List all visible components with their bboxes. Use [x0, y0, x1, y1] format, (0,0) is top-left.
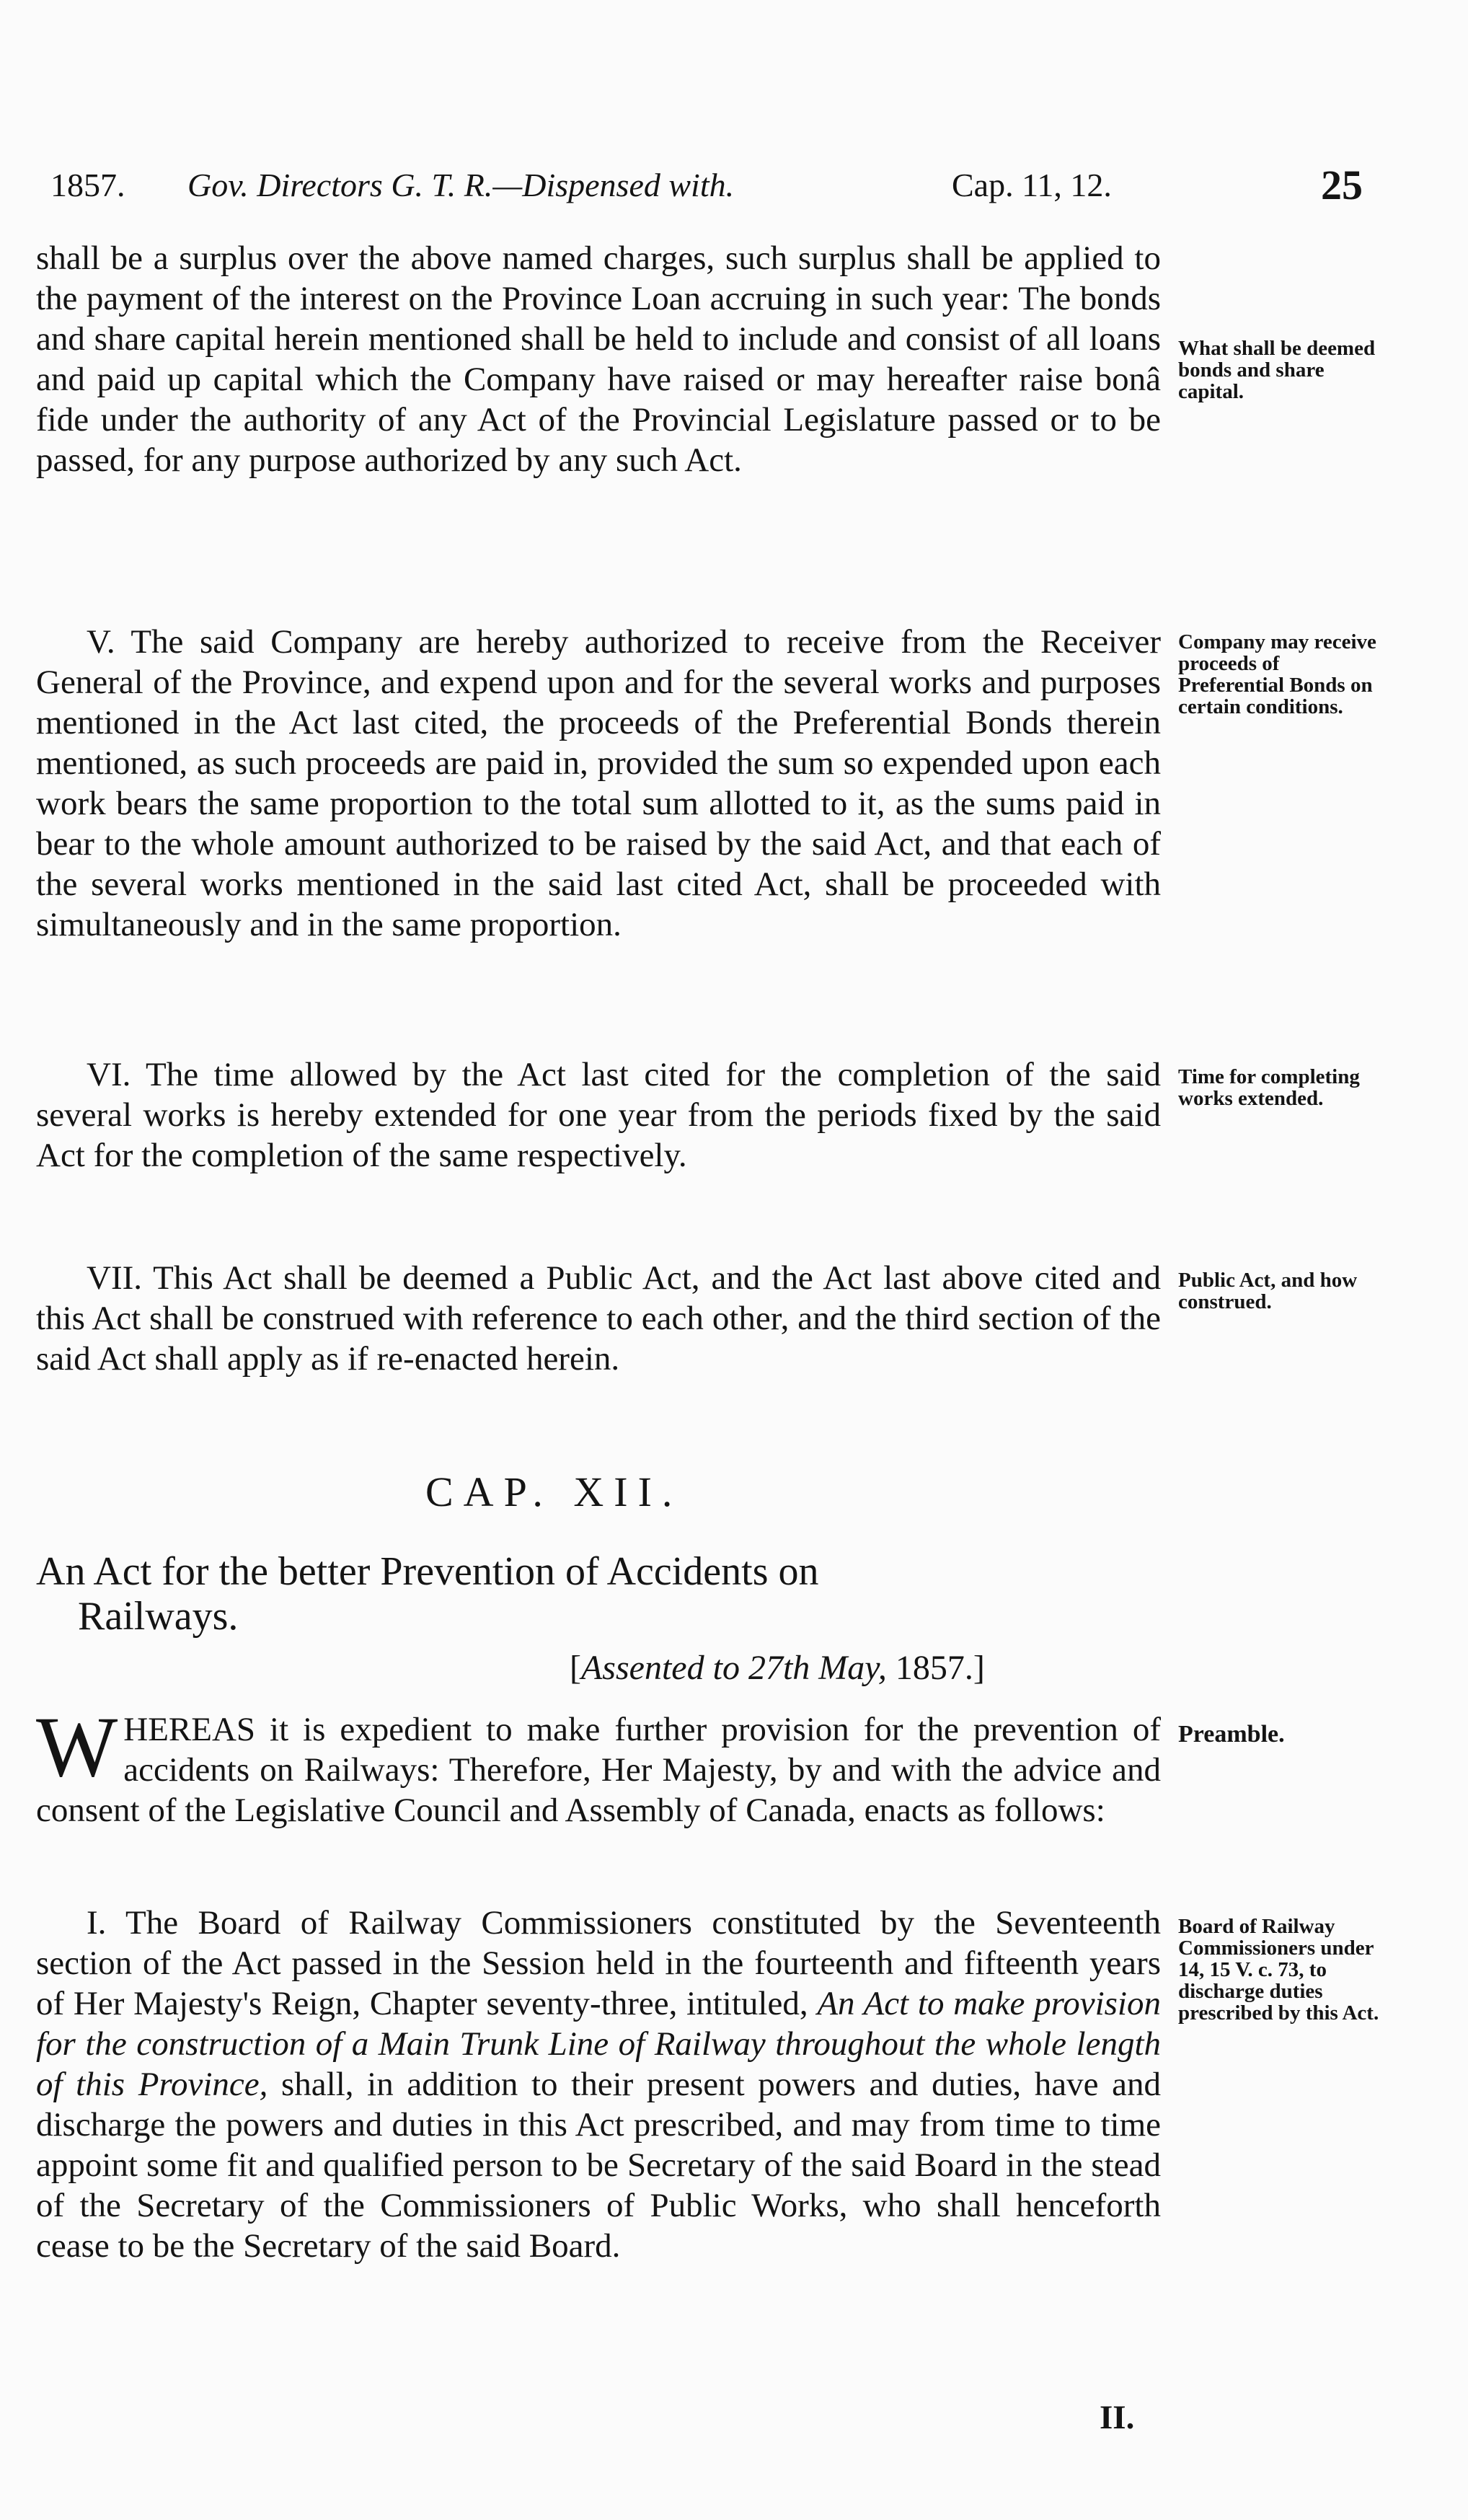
chapter-heading: CAP. XII. [425, 1468, 683, 1515]
assent-open: [ [570, 1649, 581, 1687]
assent-close: 1857.] [886, 1649, 985, 1687]
margin-note-preamble: Preamble. [1178, 1721, 1285, 1748]
section-v-text: V. The said Company are hereby authorized to receive from the Receiver General of the Province, and expend upon and for the several works and purposes mentioned in the Act last cited, the proceeds of the Preferential Bonds therein mentioned, as such proceeds are paid in, provided the sum so expended upon each work bears the same proportion to the total sum allotted to it, as the sums paid in bear to the whole amount authorized to be raised by the said Act, and that each of the several works mentioned in the said last cited Act, shall be proceeded with simultaneously and in the same proportion. [36, 623, 1161, 943]
preamble [36, 1699, 1161, 1830]
section-i-start: I. The Board of Railway Commissioners constituted by the Seventeenth section of the Act passed in the Session held in the fourteenth and fifteenth years of Her Majesty's Reign, Chapter seventy-three, intituled, [36, 1904, 1161, 2022]
drop-cap: W [36, 1699, 118, 1794]
header-year: 1857. [50, 167, 125, 203]
assent-italic: Assented to 27th May, [580, 1649, 887, 1687]
section-i-paragraph [36, 1903, 1161, 2266]
section-i-end: shall, in addition to their present powers and duties, have and discharge the powers and duties in this Act prescribed, and may from time to time appoint some fit and qualified person to be Secretary of the said Board in the stead of the Secretary of the Commissioners of Public Works, who shall henceforth cease to be the Secretary of the said Board. [36, 2066, 1161, 2265]
margin-note-time: Time for completing works extended. [1178, 1065, 1360, 1110]
header-chapter: Cap. 11, 12. [952, 167, 1112, 203]
act-title-line1: An Act for the better Prevention of Accidents on [36, 1549, 819, 1594]
act-title [36, 1549, 1161, 1639]
section-i [36, 1903, 1161, 2266]
section-v [36, 622, 1161, 945]
preamble-text: HEREAS it is expedient to make further provision for the prevention of accidents on Railways: Therefore, Her Majesty, by and with the advice and consent of the Legislative Council and Assembly of Canada, enacts as follows: [36, 1711, 1161, 1829]
continuation-text: shall be a surplus over the above named charges, such surplus shall be applied to the payment of the interest on the Province Loan accruing in such year: The bonds and share capital herein mentioned shall be held to include and consist of all loans and paid up capital which the Company have raised or may hereafter raise bonâ fide under the authority of any Act of the Provincial Legislature passed or to be passed, for any purpose authorized by any such Act. [36, 239, 1161, 479]
section-vii [36, 1258, 1161, 1379]
margin-note-board: Board of Railway Commissioners under 14, 15 V. c. 73, to discharge duties prescribed by this Act. [1178, 1915, 1379, 2025]
section-vii-text: VII. This Act shall be deemed a Public Act, and the Act last above cited and this Act shall be construed with reference to each other, and the third section of the said Act shall apply as if re-enacted herein. [36, 1259, 1161, 1378]
margin-note-company: Company may receive proceeds of Preferential Bonds on certain conditions. [1178, 630, 1376, 718]
margin-note-bonds: What shall be deemed bonds and share capital. [1178, 337, 1376, 403]
section-vi-text: VI. The time allowed by the Act last cited for the completion of the said several works is hereby extended for one year from the periods fixed by the said Act for the completion of the same respectively. [36, 1056, 1161, 1174]
continuation-paragraph [36, 238, 1161, 480]
act-title-line2: Railways. [78, 1594, 239, 1639]
margin-note-public: Public Act, and how construed. [1178, 1269, 1358, 1313]
section-i-italic: An Act to make provision for the construction of a Main Trunk Line of Railway throughout the whole length of this Province, [36, 1985, 1161, 2103]
header-title: Gov. Directors G. T. R.—Dispensed with. [187, 167, 735, 203]
page-number: 25 [1321, 162, 1363, 208]
section-vi [36, 1054, 1161, 1176]
preamble-paragraph [36, 1699, 1161, 1830]
catchword: II. [1100, 2399, 1135, 2436]
running-header [50, 160, 1406, 211]
assent-line [570, 1648, 985, 1688]
